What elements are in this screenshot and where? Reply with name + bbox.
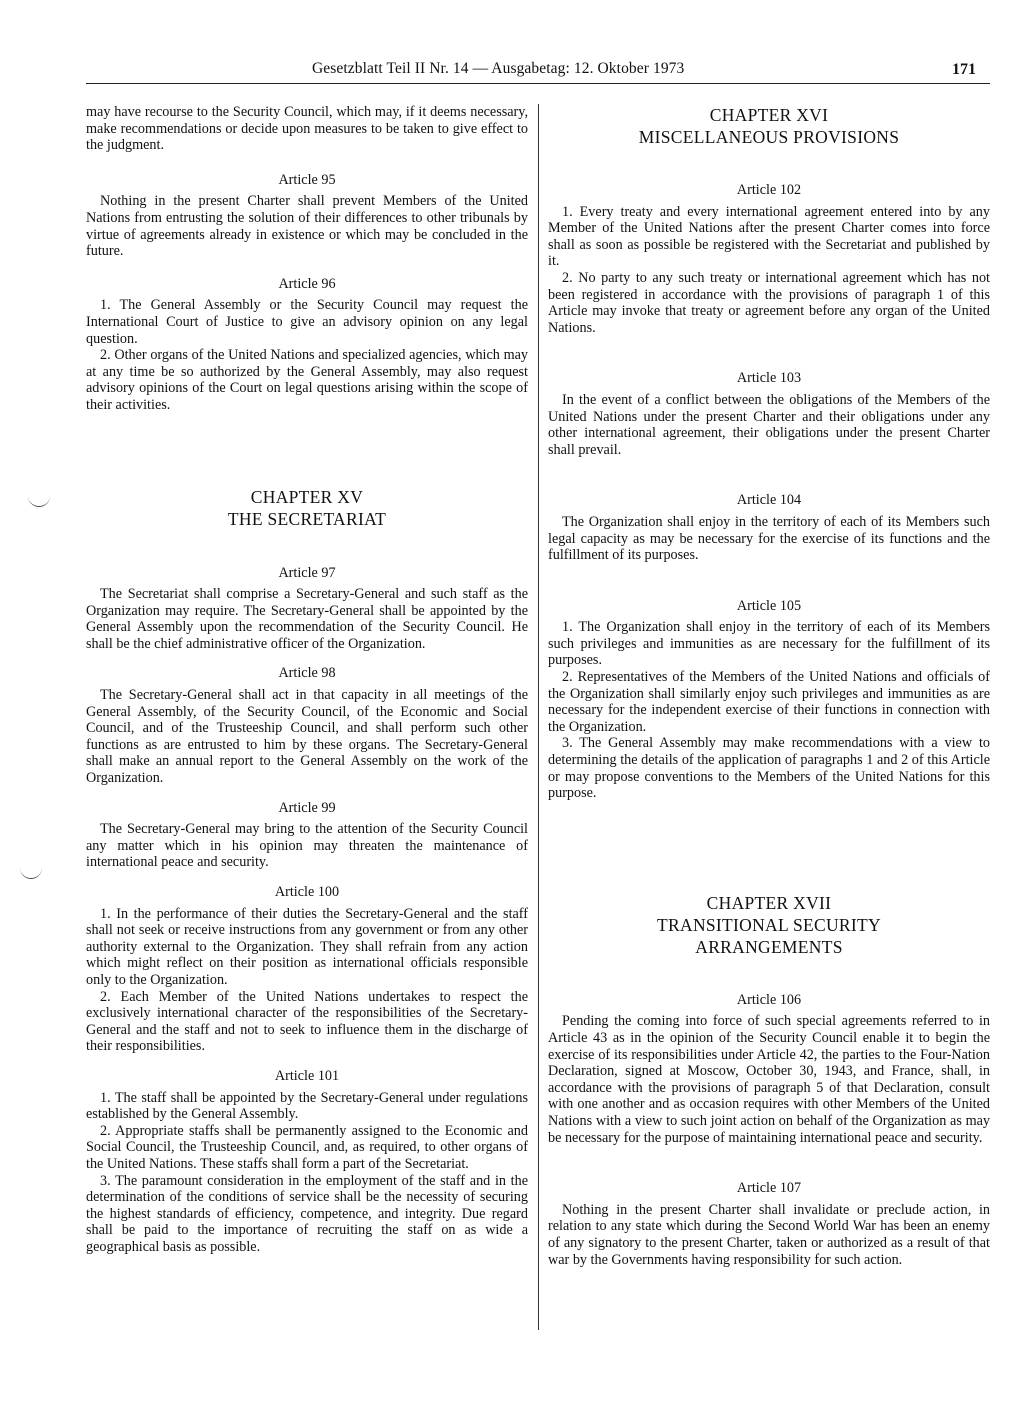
article-98-text: The Secretary-General shall act in that capacity in all meetings of the General Assembly, of the Security Council, of the Economic and Social Council, and of the Trusteeship Council, and shall perform such other functions as are entrusted to him by these organs. The Secretary-General shall make an annual report to the General Assembly on the work of the Organization.	[86, 687, 528, 787]
column-divider	[538, 104, 539, 1330]
page-number: 171	[952, 61, 976, 78]
article-101-para-2: 2. Appropriate staffs shall be permanently assigned to the Economic and Social Council, the Trusteeship Council, and, as required, to other organs of the United Nations. These staffs shall form a part of the Secretariat.	[86, 1122, 528, 1172]
article-99-text: The Secretary-General may bring to the attention of the Security Council any matter which in his opinion may threaten the maintenance of international peace and security.	[86, 821, 528, 871]
article-100-para-2: 2. Each Member of the United Nations undertakes to respect the exclusively international character of the responsibilities of the Secretary-General and the staff and not to seek to influence them in the discharge of their responsibilities.	[86, 988, 528, 1055]
article-107-title: Article 107	[736, 1180, 802, 1197]
chapter-16-number: CHAPTER XVI	[709, 105, 829, 125]
article-96-para-2: 2. Other organs of the United Nations and specialized agencies, which may at any time be so authorized by the General Assembly, may also request advisory opinions of the Court on legal questions arising within the scope of their activities.	[86, 347, 528, 413]
article-107-text: Nothing in the present Charter shall invalidate or preclude action, in relation to any state which during the Second World War has been an enemy of any signatory to the present Charter, taken or authorized as a result of that war by the Governments having responsibility for such action.	[548, 1201, 990, 1268]
article-96-para-1: 1. The General Assembly or the Security Council may request the International Court of Justice to give an advisory opinion on any legal question.	[86, 297, 528, 347]
margin-mark	[28, 494, 50, 507]
article-97-title: Article 97	[278, 564, 336, 581]
article-106-text: Pending the coming into force of such special agreements referred to in Article 43 as in the opinion of the Security Council enable it to begin the exercise of its responsibilities under Article 42, the parties to the Four-Nation Declaration, signed at Moscow, October 30, 1943, and France, shall, in accordance with the provisions of paragraph 5 of that Declaration, consult with one another and as occasion requires with other Members of the United Nations with a view to such joint action on behalf of the Organization as may be necessary for the purpose of maintaining international peace and security.	[548, 1013, 990, 1146]
header-rule	[86, 83, 990, 84]
left-column	[86, 104, 528, 1255]
article-95-title: Article 95	[278, 171, 336, 188]
article-100-title: Article 100	[274, 884, 340, 900]
chapter-15-number: CHAPTER XV	[250, 486, 364, 507]
article-102-para-2: 2. No party to any such treaty or international agreement which has not been registered in accordance with the provisions of paragraph 1 of this Article may invoke that treaty or agreement before any organ of the United Nations.	[548, 269, 990, 336]
margin-mark	[20, 862, 42, 879]
chapter-15-title: THE SECRETARIAT	[227, 508, 387, 529]
article-99-title: Article 99	[278, 799, 336, 816]
article-98-title: Article 98	[278, 665, 336, 682]
article-105-para-2: 2. Representatives of the Members of the United Nations and officials of the Organization shall similarly enjoy such privileges and immunities as are necessary for the independent exercise of their functions in connection with the Organization.	[548, 669, 990, 735]
chapter-17-title-line-1: TRANSITIONAL SECURITY	[657, 914, 881, 935]
chapter-17-title-line-2: ARRANGEMENTS	[695, 936, 843, 957]
chapter-16-title: MISCELLANEOUS PROVISIONS	[638, 127, 900, 147]
continued-paragraph: may have recourse to the Security Council, which may, if it deems necessary, make recommendations or decide upon measures to be taken to give effect to the judgment.	[86, 104, 528, 154]
article-103-title: Article 103	[736, 370, 802, 387]
article-104-text: The Organization shall enjoy in the territory of each of its Members such legal capacity as may be necessary for the exercise of its functions and the fulfillment of its purposes.	[548, 513, 990, 564]
article-101-para-3: 3. The paramount consideration in the employment of the staff and in the determination of the conditions of service shall be the necessity of securing the highest standards of efficiency, competence, and integrity. Due regard shall be paid to the importance of recruiting the staff on as wide a geographical basis as possible.	[86, 1172, 528, 1255]
article-106-title: Article 106	[736, 991, 802, 1008]
article-101-title: Article 101	[274, 1067, 340, 1084]
chapter-17-number: CHAPTER XVII	[706, 892, 832, 913]
article-97-text: The Secretariat shall comprise a Secretary-General and such staff as the Organization may require. The Secretary-General shall be appointed by the General Assembly upon the recommendation of the Security Council. He shall be the chief administrative officer of the Organization.	[86, 586, 528, 652]
article-105-para-1: 1. The Organization shall enjoy in the territory of each of its Members such privileges and immunities as are necessary for the fulfillment of its purposes.	[548, 619, 990, 669]
article-105-title: Article 105	[736, 597, 802, 614]
article-104-title: Article 104	[736, 492, 802, 509]
article-102-para-1: 1. Every treaty and every international agreement entered into by any Member of the United Nations after the present Charter comes into force shall as soon as possible be registered with the Secretariat and published by it.	[548, 203, 990, 270]
article-96-title: Article 96	[278, 275, 336, 292]
article-101-para-1: 1. The staff shall be appointed by the Secretary-General under regulations established by the General Assembly.	[86, 1089, 528, 1123]
article-95-text: Nothing in the present Charter shall prevent Members of the United Nations from entrusting the solution of their differences to other tribunals by virtue of agreements already in existence or which may be concluded in the future.	[86, 193, 528, 260]
right-column	[548, 104, 990, 1268]
article-102-title: Article 102	[736, 182, 802, 198]
article-100-para-1: 1. In the performance of their duties the Secretary-General and the staff shall not seek or receive instructions from any government or from any other authority external to the Organization. They shall refrain from any action which might reflect on their position as international officials responsible only to the Organization.	[86, 905, 528, 988]
article-105-para-3: 3. The General Assembly may make recommendations with a view to determining the details of the application of paragraphs 1 and 2 of this Article or may propose conventions to the Members of the United Nations for this purpose.	[548, 735, 990, 802]
page-header	[0, 60, 1024, 84]
article-103-text: In the event of a conflict between the obligations of the Members of the United Nations under the present Charter and their obligations under any other international agreement, their obligations under the present Charter shall prevail.	[548, 391, 990, 458]
gazette-title: Gesetzblatt Teil II Nr. 14 — Ausgabetag: 12. Oktober 1973	[312, 60, 685, 77]
